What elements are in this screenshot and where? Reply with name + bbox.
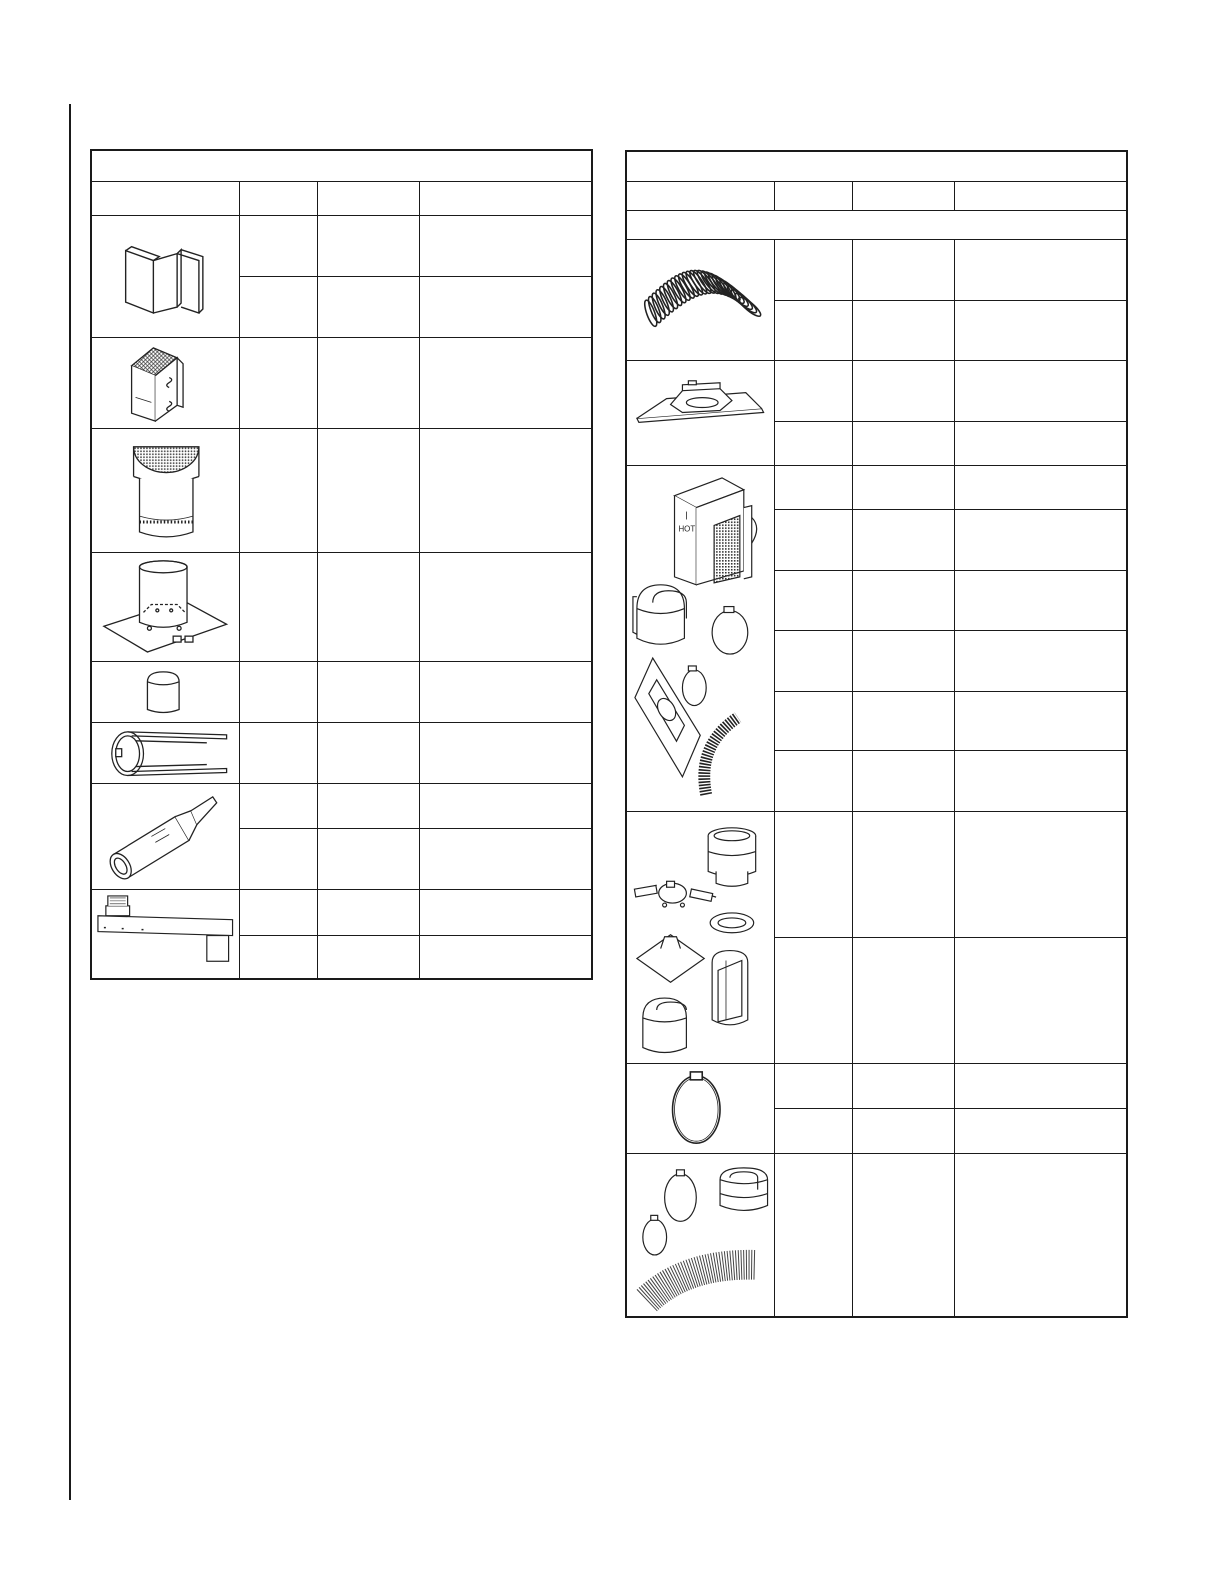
cell xyxy=(317,337,419,428)
pipe-clamp-icon xyxy=(627,1064,774,1152)
cell xyxy=(317,276,419,337)
cell xyxy=(774,239,852,300)
vent-guard-icon xyxy=(92,338,239,428)
vent-duct-icon xyxy=(92,890,239,978)
cell xyxy=(419,890,592,935)
cell xyxy=(852,239,954,300)
part-image-cell xyxy=(626,1063,774,1153)
cell xyxy=(239,428,317,552)
cell xyxy=(317,829,419,890)
cell xyxy=(774,750,852,811)
cell xyxy=(317,215,419,276)
cell xyxy=(419,428,592,552)
cell xyxy=(774,630,852,691)
table-title xyxy=(91,150,592,181)
cell xyxy=(954,937,1127,1063)
sealant-tube-icon xyxy=(92,785,239,889)
column-header xyxy=(239,181,317,215)
parts-table-left xyxy=(90,149,593,980)
parts-table-right xyxy=(625,150,1128,1318)
table-subheading xyxy=(626,210,1127,239)
part-image-cell xyxy=(91,661,239,722)
part-image-cell xyxy=(626,1153,774,1317)
cell xyxy=(239,661,317,722)
cell xyxy=(852,421,954,465)
cell xyxy=(852,509,954,570)
column-header xyxy=(954,181,1127,210)
cell xyxy=(239,337,317,428)
cell xyxy=(852,1063,954,1108)
cell xyxy=(419,552,592,661)
cell xyxy=(954,239,1127,300)
cell xyxy=(954,630,1127,691)
table-row xyxy=(626,1063,1127,1108)
cell xyxy=(954,1153,1127,1317)
cell xyxy=(419,722,592,783)
page-margin-rule xyxy=(69,104,71,1500)
table-row xyxy=(91,784,592,829)
cell xyxy=(317,890,419,935)
part-image-cell xyxy=(91,215,239,337)
part-image-cell xyxy=(91,552,239,661)
cell xyxy=(852,691,954,750)
cell xyxy=(852,360,954,421)
flashing-plate-icon xyxy=(92,553,239,661)
cell xyxy=(852,811,954,937)
cell xyxy=(239,935,317,979)
cell xyxy=(239,784,317,829)
cell xyxy=(317,428,419,552)
cell xyxy=(852,1108,954,1153)
cell xyxy=(954,811,1127,937)
cell xyxy=(419,829,592,890)
connection-kit-icon xyxy=(627,1154,774,1316)
cell xyxy=(317,935,419,979)
cell xyxy=(852,465,954,509)
column-header xyxy=(91,181,239,215)
column-header xyxy=(852,181,954,210)
cell xyxy=(954,300,1127,360)
vertical-kit-icon xyxy=(627,812,774,1061)
cell xyxy=(774,360,852,421)
cell xyxy=(774,509,852,570)
cell xyxy=(774,421,852,465)
cell xyxy=(954,1108,1127,1153)
cell xyxy=(774,1153,852,1317)
cell xyxy=(317,722,419,783)
band-clamp-icon xyxy=(92,723,239,783)
column-header xyxy=(317,181,419,215)
hot-label: HOT xyxy=(678,524,696,534)
cell xyxy=(852,1153,954,1317)
u-bracket-icon xyxy=(92,216,239,336)
column-header xyxy=(626,181,774,210)
cell xyxy=(774,811,852,937)
cell xyxy=(954,1063,1127,1108)
cell xyxy=(239,276,317,337)
cell xyxy=(954,465,1127,509)
part-image-cell xyxy=(626,360,774,465)
cell xyxy=(419,337,592,428)
column-header xyxy=(419,181,592,215)
part-image-cell xyxy=(91,784,239,890)
table-row xyxy=(91,337,592,428)
termination-kit-icon xyxy=(627,468,774,809)
table-row xyxy=(91,552,592,661)
cell xyxy=(852,630,954,691)
part-image-cell xyxy=(91,428,239,552)
cell xyxy=(774,570,852,630)
cell xyxy=(239,890,317,935)
table-row xyxy=(626,465,1127,509)
cell xyxy=(419,935,592,979)
cell xyxy=(239,215,317,276)
cell xyxy=(774,1063,852,1108)
cell xyxy=(954,421,1127,465)
cell xyxy=(317,661,419,722)
support-plate-icon xyxy=(627,361,774,465)
part-image-cell xyxy=(626,239,774,360)
cell xyxy=(419,661,592,722)
table-row xyxy=(91,890,592,935)
table-row xyxy=(626,239,1127,300)
cell xyxy=(774,691,852,750)
cell xyxy=(317,784,419,829)
part-image-cell xyxy=(91,337,239,428)
cell xyxy=(774,1108,852,1153)
cell xyxy=(774,465,852,509)
table-row xyxy=(626,360,1127,421)
cell xyxy=(419,215,592,276)
part-image-cell xyxy=(626,465,774,811)
cell xyxy=(852,750,954,811)
column-header xyxy=(774,181,852,210)
cell xyxy=(239,829,317,890)
vent-cap-icon xyxy=(92,429,239,552)
table-row xyxy=(91,722,592,783)
part-image-cell xyxy=(91,722,239,783)
part-image-cell xyxy=(91,890,239,980)
cell xyxy=(852,937,954,1063)
cell xyxy=(774,937,852,1063)
cell xyxy=(954,750,1127,811)
cell xyxy=(954,570,1127,630)
table-title xyxy=(626,151,1127,181)
cell xyxy=(239,552,317,661)
table-row xyxy=(91,661,592,722)
cell xyxy=(954,360,1127,421)
flexible-liner-icon xyxy=(627,240,774,360)
cell xyxy=(419,784,592,829)
cell xyxy=(419,276,592,337)
part-image-cell xyxy=(626,811,774,1063)
cell xyxy=(239,722,317,783)
cell xyxy=(317,552,419,661)
cell xyxy=(954,691,1127,750)
table-row xyxy=(91,215,592,276)
cell xyxy=(774,300,852,360)
cell xyxy=(954,509,1127,570)
table-row xyxy=(626,1153,1127,1317)
table-row xyxy=(626,811,1127,937)
table-row xyxy=(91,428,592,552)
cell xyxy=(852,570,954,630)
cell xyxy=(852,300,954,360)
end-cap-icon xyxy=(92,662,239,722)
